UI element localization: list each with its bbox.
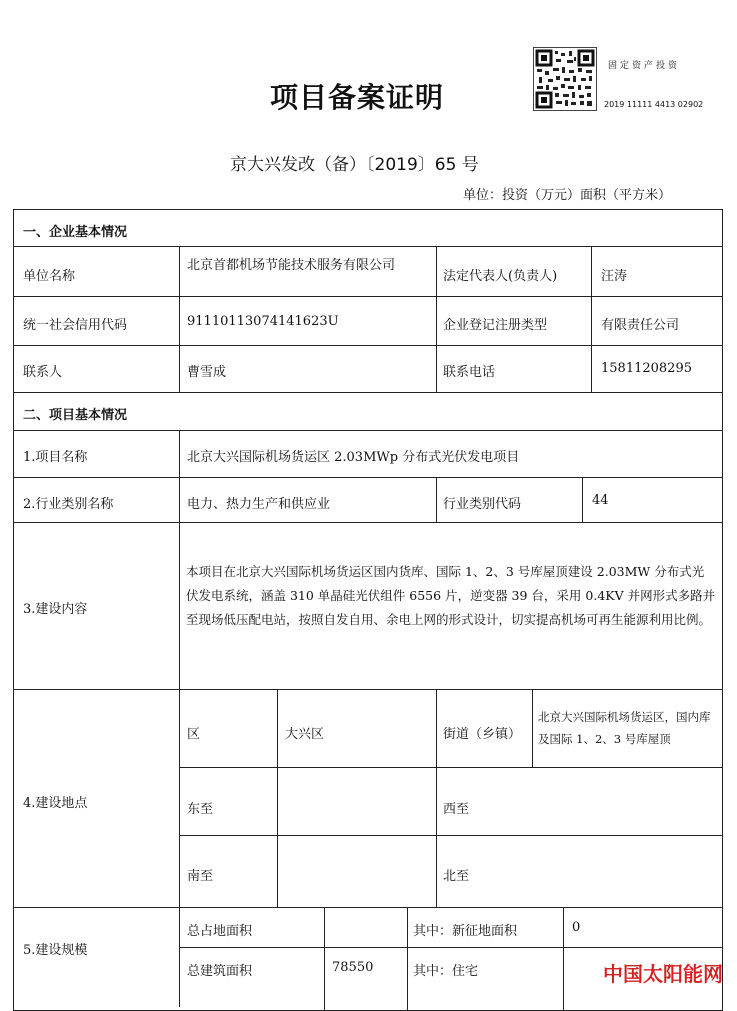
industry-value: 电力、热力生产和供应业 xyxy=(187,497,331,512)
reg-type-value: 有限责任公司 xyxy=(601,318,680,333)
district-label: 区 xyxy=(187,727,201,742)
total-building-label: 总建筑面积 xyxy=(187,964,253,979)
project-name-value: 北京大兴国际机场货运区 2.03MWp 分布式光伏发电项目 xyxy=(187,450,520,465)
document-number: 京大兴发改（备）〔2019〕65 号 xyxy=(230,155,479,175)
industry-code-value: 44 xyxy=(592,493,609,508)
phone-label: 联系电话 xyxy=(443,365,496,380)
street-label: 街道（乡镇） xyxy=(443,727,522,742)
unit-name-label: 单位名称 xyxy=(23,269,76,284)
unit-name-value: 北京首都机场节能技术服务有限公司 xyxy=(187,258,396,273)
contact-value: 曹雪成 xyxy=(187,365,227,380)
south-label: 南至 xyxy=(187,869,214,884)
total-land-label: 总占地面积 xyxy=(187,924,253,939)
unit-note: 单位：投资（万元）面积（平方米） xyxy=(463,188,672,203)
legal-rep-label: 法定代表人(负责人) xyxy=(443,269,558,284)
location-label: 4.建设地点 xyxy=(23,796,88,811)
credit-code-label: 统一社会信用代码 xyxy=(23,318,128,333)
industry-code-label: 行业类别代码 xyxy=(443,497,522,512)
asset-code: 2019 11111 4413 02902 xyxy=(604,100,704,109)
street-value: 北京大兴国际机场货运区，国内库及国际 1、2、3 号库屋顶 xyxy=(538,710,711,746)
legal-rep-value: 汪涛 xyxy=(601,269,628,284)
content-label: 3.建设内容 xyxy=(23,602,88,617)
page-title: 项目备案证明 xyxy=(270,81,445,114)
credit-code-value: 91110113074141623U xyxy=(187,314,339,329)
asset-type-label: 固定资产投资 xyxy=(608,61,681,71)
filing-form xyxy=(13,209,723,1011)
phone-value: 15811208295 xyxy=(601,361,692,376)
residential-label: 其中：住宅 xyxy=(413,964,479,979)
section-project-heading: 二、项目基本情况 xyxy=(23,408,128,423)
reg-type-label: 企业登记注册类型 xyxy=(443,318,548,333)
contact-label: 联系人 xyxy=(23,365,63,380)
north-label: 北至 xyxy=(443,869,470,884)
content-value: 本项目在北京大兴国际机场货运区国内货库、国际 1、2、3 号库屋顶建设 2.03MW 分布式光伏发电系统，涵盖 310 单晶硅光伏组件 6556 片，逆变器 39 台，采用 0.4KV 并网形式多路并至现场低压配电站，按照自发自用、余电上网的形式设计，切实提高机场可再生能源利用比例。 xyxy=(186,564,716,627)
east-label: 东至 xyxy=(187,802,214,817)
new-land-label: 其中：新征地面积 xyxy=(413,924,518,939)
qr-code xyxy=(533,47,597,111)
new-land-value: 0 xyxy=(572,920,581,935)
west-label: 西至 xyxy=(443,802,470,817)
district-value: 大兴区 xyxy=(285,727,325,742)
industry-label: 2.行业类别名称 xyxy=(23,497,114,512)
section-enterprise-heading: 一、企业基本情况 xyxy=(23,225,128,240)
scale-label: 5.建设规模 xyxy=(23,943,88,958)
watermark: 中国太阳能网 xyxy=(603,962,723,986)
total-building-value: 78550 xyxy=(332,960,374,975)
project-name-label: 1.项目名称 xyxy=(23,450,88,465)
